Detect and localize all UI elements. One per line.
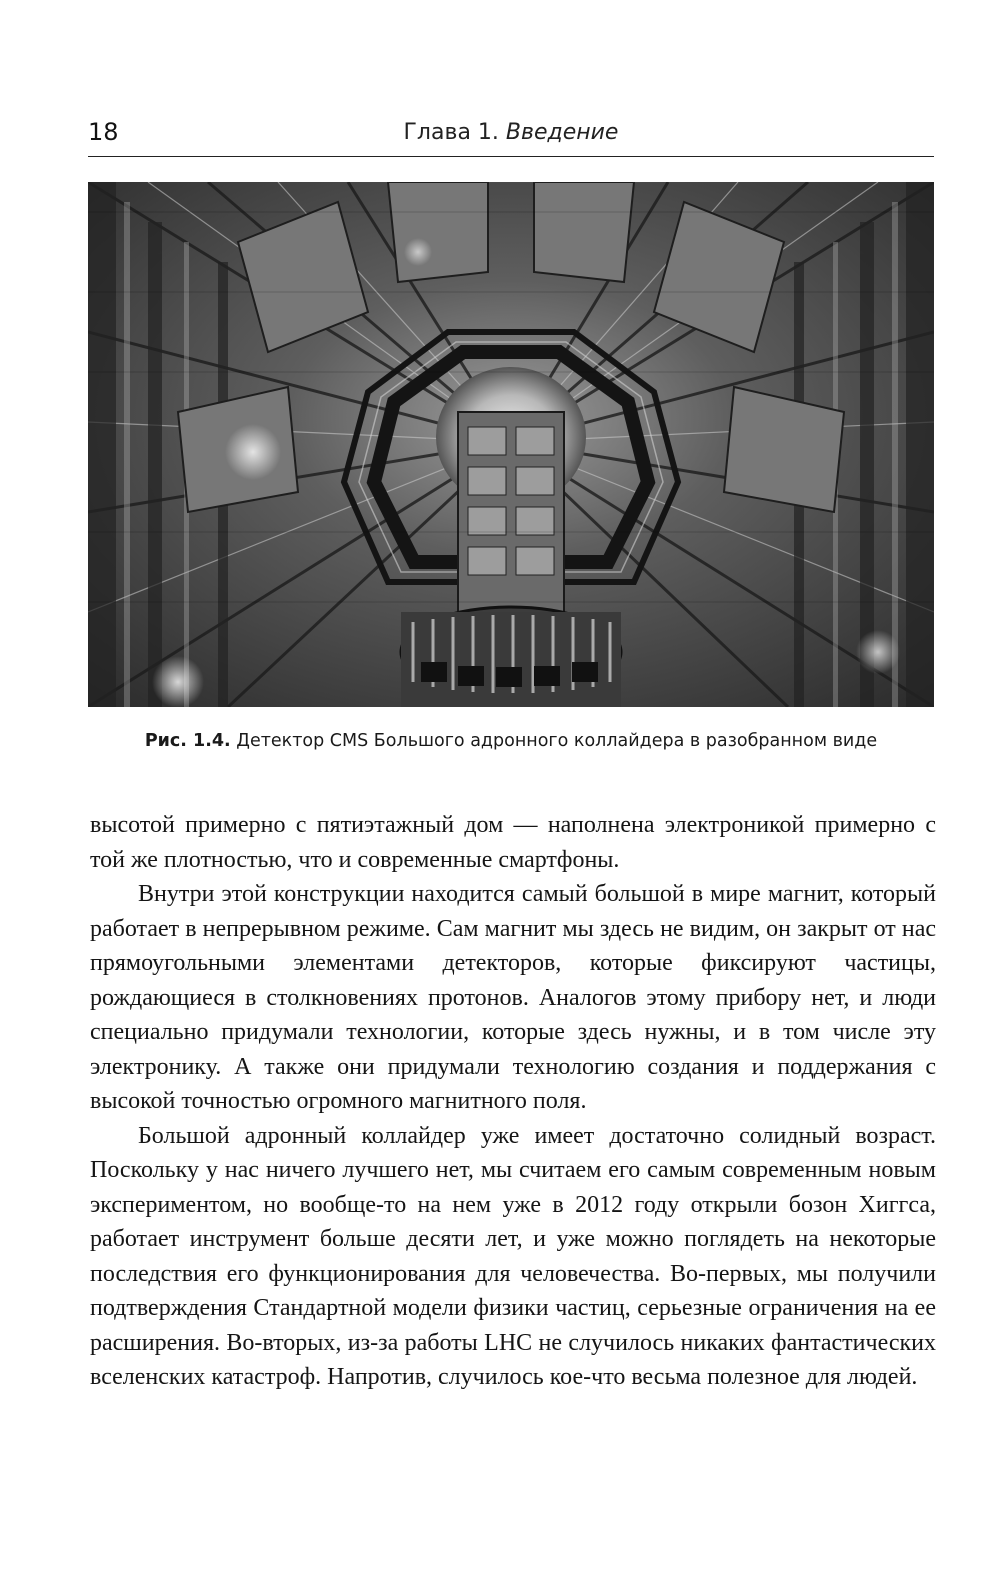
chapter-title	[88, 120, 934, 145]
paragraph-2: Внутри этой конструкции находится самый большой в мире магнит, который работает в непрерывном режиме. Сам магнит мы здесь не видим, он закрыт от нас прямоугольными элементами детекторов, которые фиксируют частицы, рождающиеся в столкновениях протонов. Аналогов этому прибору нет, и люди специально придумали технологии, которые здесь нужны, и в том числе эту электронику. А также они придумали технологию создания и поддержания с высокой точностью огромного магнитного поля.	[90, 881, 936, 1114]
paragraph-3: Большой адронный коллайдер уже имеет достаточно солидный возраст. Поскольку у нас ничего лучшего нет, мы считаем его самым современным новым экспериментом, но вообще-то на нем уже в 2012 году открыли бозон Хиггса, работает инструмент больше десяти лет, и уже можно поглядеть на некоторые последствия его функционирования для человечества. Во-первых, мы получили подтверждения Стандартной модели физики частиц, серьезные ограничения на ее расширения. Во-вторых, из-за работы LHC не случилось никаких фантастических вселенских катастроф. Напротив, случилось кое-что весьма полезное для людей.	[90, 1122, 936, 1390]
paragraph-1: высотой примерно с пятиэтажный дом — наполнена электроникой примерно с той же плотностью, что и современные смартфоны.	[90, 812, 936, 873]
page-number: 18	[88, 118, 119, 146]
figure-caption-label: Рис. 1.4.	[144, 731, 231, 751]
body-text	[90, 808, 936, 1395]
figure-photo	[88, 182, 934, 707]
cms-detector-photo-icon	[88, 182, 934, 707]
figure-caption-text: Детектор CMS Большого адронного коллайдера в разобранном виде	[236, 731, 878, 751]
running-head	[88, 118, 934, 157]
chapter-label: Глава 1.	[403, 120, 499, 145]
chapter-name: Введение	[505, 120, 619, 145]
figure-caption	[88, 731, 934, 751]
